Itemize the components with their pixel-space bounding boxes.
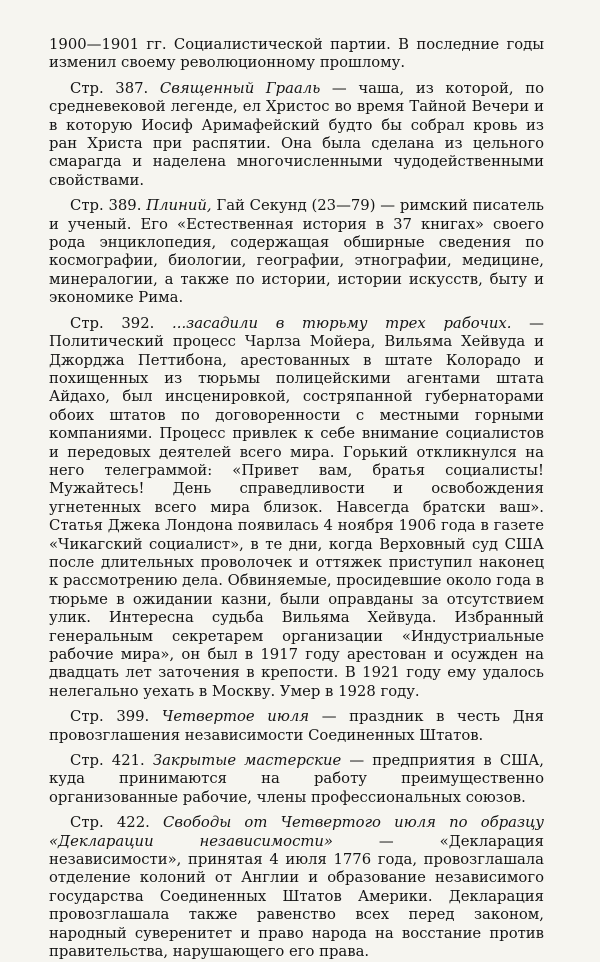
note-text: — чаша, из которой, по средневековой легенде, ел Христос во время Тайной Вечери и в которую Иосиф Аримафейский будто бы собрал кровь из ран Христа при распятии. Она была сделана из цельного смарагда и наделена многочисленными чудодейственными свойствами.: [49, 79, 544, 189]
note-text: — «Декларация независимости», принятая 4 июля 1776 года, провозглашала отделение колоний от Англии и образование независимого государства Соединенных Штатов Америки. Декларация провозглашала также равенство всех перед законом, народный суверенитет и право народа на восстание против правительства, нарушающего его права.: [49, 832, 544, 961]
note-page-ref: Стр. 421.: [70, 752, 145, 770]
note-page-ref: Стр. 422.: [70, 814, 150, 832]
note-term: Закрытые мастерские: [152, 752, 342, 770]
note-page-399: [49, 708, 544, 745]
note-text: — праздник в честь Дня провозглашения независимости Соединенных Штатов.: [49, 708, 544, 744]
note-page-ref: Стр. 387.: [70, 79, 149, 97]
note-term: ...засадили в тюрьму трех рабочих.: [172, 314, 512, 332]
note-term: Священный Грааль: [159, 79, 321, 97]
note-page-422: [49, 814, 544, 961]
note-page-389: [49, 197, 544, 307]
note-term: Четвертое июля: [161, 708, 310, 726]
note-page-392: [49, 315, 544, 702]
note-page-421: [49, 752, 544, 807]
note-text: 1900—1901 гг. Социалистической партии. В последние годы изменил своему революционному прошлому.: [49, 36, 544, 72]
note-page-ref: Стр. 399.: [70, 708, 150, 726]
note-text: — предприятия в США, куда принимаются на работу преимущественно организованные рабочие, члены профессиональных союзов.: [49, 752, 544, 806]
note-term: Плиний,: [146, 197, 212, 215]
note-page-387: [49, 80, 544, 190]
note-continuation: [49, 36, 544, 73]
note-page-ref: Стр. 392.: [70, 314, 155, 332]
note-text: Гай Секунд (23—79) — римский писатель и ученый. Его «Естественная история в 37 книгах» своего рода энциклопедия, содержащая обширные сведения по космографии, биологии, географии, этнографии, медицине, минералогии, а также по истории, истории искусств, быту и экономике Рима.: [49, 197, 544, 307]
note-term: Свободы от Четвертого июля по образцу «Декларации независимости»: [49, 814, 544, 850]
note-text: — Политический процесс Чарлза Мойера, Вильяма Хейвуда и Джорджа Петтибона, арестованных в штате Колорадо и похищенных из тюрьмы полицейскими агентами штата Айдахо, был инсценировкой, состряпанной губернаторами обоих штатов по договоренности с местными горными компаниями. Процесс привлек к себе внимание социалистов и передовых деятелей всего мира. Горький откликнулся на него телеграммой: «Привет вам, братья социалисты! Мужайтесь! День справедливости и освобождения угнетенных всего мира близок. Навсегда братски ваш». Статья Джека Лондона появилась 4 ноября 1906 года в газете «Чикагский социалист», в те дни, когда Верховный суд США после длительных проволочек и оттяжек приступил наконец к рассмотрению дела. Обвиняемые, просидевшие около года в тюрьме в ожидании казни, были оправданы за отсутствием улик. Интересна судьба Вильяма Хейвуда. Избранный генеральным секретарем организации «Индустриальные рабочие мира», он был в 1917 году арестован и осужден на двадцать лет заточения в крепости. В 1921 году ему удалось нелегально уехать в Москву. Умер в 1928 году.: [49, 314, 544, 700]
note-page-ref: Стр. 389.: [70, 197, 142, 215]
